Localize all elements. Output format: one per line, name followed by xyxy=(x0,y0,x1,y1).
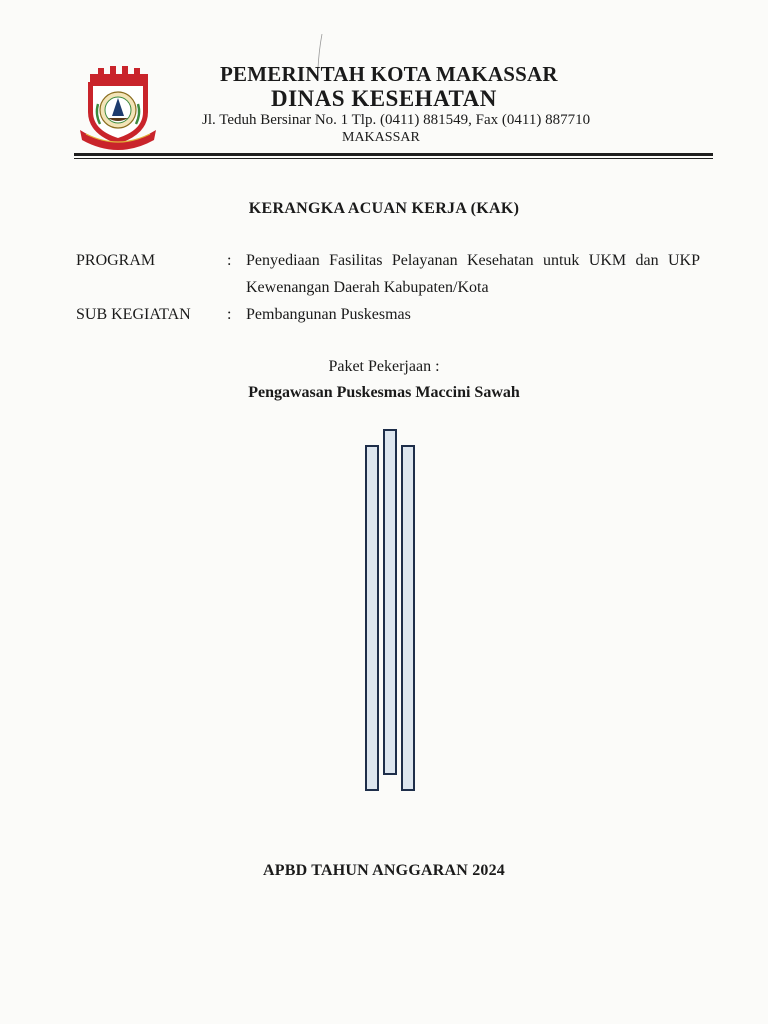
bar-middle xyxy=(384,430,396,774)
sub-activity-value: Pembangunan Puskesmas xyxy=(246,306,411,323)
document-title: KERANGKA ACUAN KERJA (KAK) xyxy=(248,200,520,217)
program-value: Penyediaan Fasilitas Pelayanan Kesehatan untuk UKM dan UKP Kewenangan Daerah Kabupaten/Kota xyxy=(246,252,700,296)
program-label: PROGRAM xyxy=(76,252,156,269)
budget-year: APBD TAHUN ANGGARAN 2024 xyxy=(263,862,505,879)
sub-activity-label: SUB KEGIATAN xyxy=(76,306,191,323)
header-rule-thin xyxy=(74,158,713,159)
org-city: MAKASSAR xyxy=(342,130,420,145)
bar-left xyxy=(366,446,378,790)
org-name: PEMERINTAH KOTA MAKASSAR xyxy=(220,62,558,86)
package-label: Paket Pekerjaan : xyxy=(328,358,440,375)
program-separator: : xyxy=(227,252,232,269)
org-address: Jl. Teduh Bersinar No. 1 Tlp. (0411) 881549, Fax (0411) 887710 xyxy=(202,112,591,128)
bar-right xyxy=(402,446,414,790)
decorative-bars xyxy=(362,428,418,792)
header-rule-thick xyxy=(74,153,713,156)
makassar-city-logo xyxy=(76,60,160,152)
agency-name: DINAS KESEHATAN xyxy=(271,86,497,111)
sub-activity-separator: : xyxy=(227,306,232,323)
package-name: Pengawasan Puskesmas Maccini Sawah xyxy=(248,384,520,401)
